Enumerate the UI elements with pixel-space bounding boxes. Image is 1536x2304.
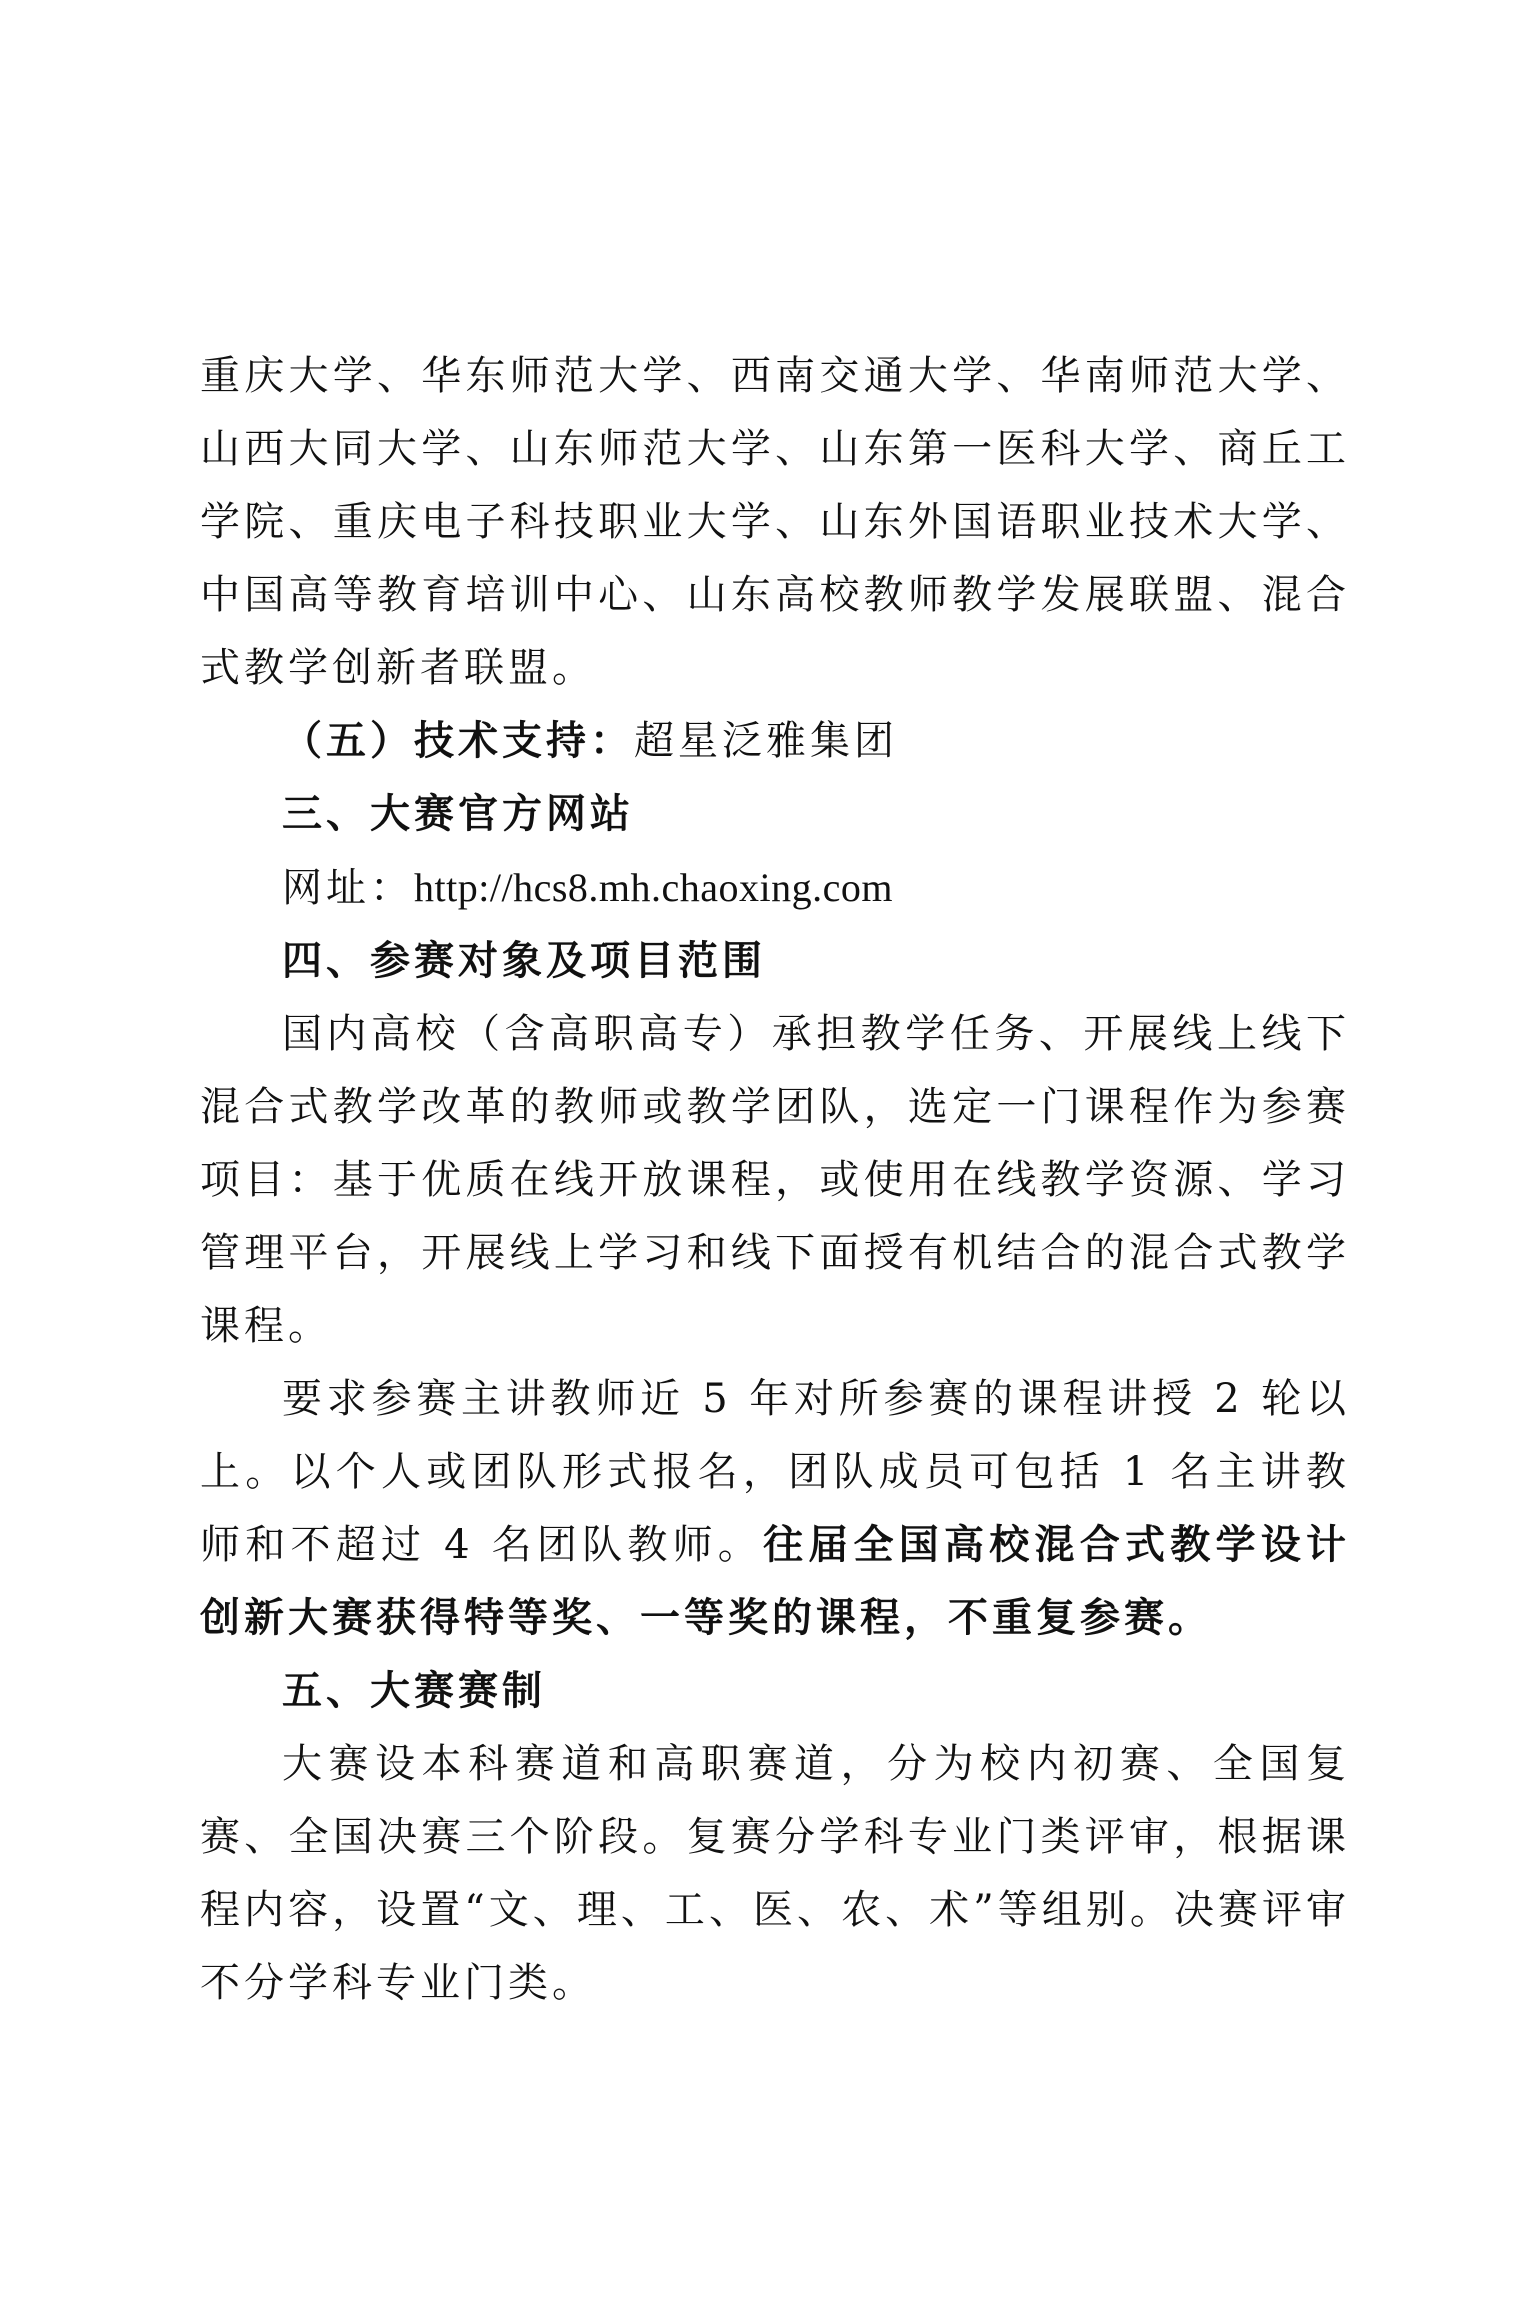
section-heading-participants: 四、参赛对象及项目范围	[282, 938, 766, 984]
organizer-list-paragraph: 重庆大学、华东师范大学、西南交通大学、华南师范大学、山西大同大学、山东师范大学、山东第一医科大学、商丘工学院、重庆电子科技职业大学、山东外国语职业技术大学、中国高等教育培训中心、山东高校教师教学发展联盟、混合式教学创新者联盟。	[200, 353, 1350, 691]
document-body	[200, 340, 1350, 2020]
website-url: http://hcs8.mh.chaoxing.com	[414, 865, 893, 910]
website-line	[200, 851, 1350, 925]
tech-support-line	[200, 705, 1350, 778]
format-paragraph: 大赛设本科赛道和高职赛道，分为校内初赛、全国复赛、全国决赛三个阶段。复赛分学科专业门类评审，根据课程内容，设置“文、理、工、医、农、术”等组别。决赛评审不分学科专业门类。	[200, 1741, 1350, 2006]
website-label: 网址：	[282, 865, 414, 911]
section-heading-format: 五、大赛赛制	[282, 1668, 546, 1714]
requirements-paragraph	[200, 1363, 1350, 1655]
requirements-bold-text: 往届全国高校混合式教学设计创新大赛获得特等奖、一等奖的课程，不重复参赛。	[200, 1522, 1350, 1641]
section-heading-website: 三、大赛官方网站	[282, 791, 634, 837]
requirements-text: 要求参赛主讲教师近 5 年对所参赛的课程讲授 2 轮以上。以个人或团队形式报名，团队成员可包括 1 名主讲教师和不超过 4 名团队教师。	[200, 1376, 1350, 1568]
tech-support-value: 超星泛雅集团	[634, 718, 898, 764]
participants-paragraph: 国内高校（含高职高专）承担教学任务、开展线上线下混合式教学改革的教师或教学团队，选定一门课程作为参赛项目：基于优质在线开放课程，或使用在线教学资源、学习管理平台，开展线上学习和线下面授有机结合的混合式教学课程。	[200, 1011, 1350, 1349]
tech-support-label: （五）技术支持：	[282, 718, 634, 764]
